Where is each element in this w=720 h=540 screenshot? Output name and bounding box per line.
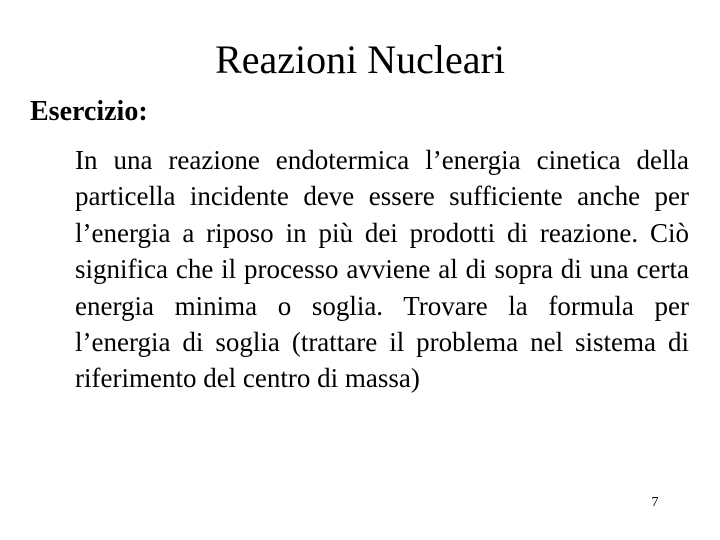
- exercise-label: Esercizio:: [30, 96, 148, 127]
- exercise-text: In una reazione endotermica l’energia cinetica della particella incidente deve essere sufficiente anche per l’energia a riposo in più dei prodotti di reazione. Ciò significa che il processo avviene al di sopra di una certa energia minima o soglia. Trovare la formula per l’energia di soglia (trattare il problema nel sistema di riferimento del centro di massa): [75, 145, 689, 394]
- slide-number: 7: [651, 495, 659, 510]
- slide-title: Reazioni Nucleari: [215, 37, 505, 82]
